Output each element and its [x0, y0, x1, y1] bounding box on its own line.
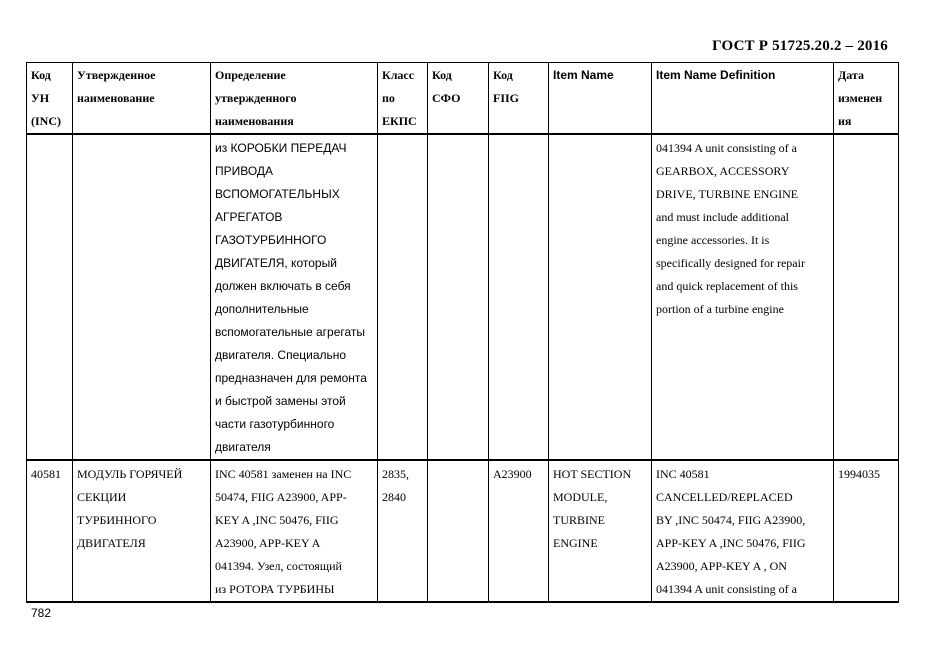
cell-item-definition: INC 40581 CANCELLED/REPLACED BY ,INC 50474, FIIG A23900, APP-KEY A ,INC 50476, FIIG A23900, APP-KEY A , ON 041394 A unit consisting of a [652, 460, 834, 602]
cell-definition: INC 40581 заменен на INC 50474, FIIG A23900, APP- KEY A ,INC 50476, FIIG A23900, APP-KEY A 041394. Узел, состоящий из РОТОРА ТУРБИНЫ [211, 460, 378, 602]
cell-ekps: 2835, 2840 [378, 460, 428, 602]
header-change-date: Дата изменен ия [834, 63, 899, 135]
nomenclature-table [26, 62, 899, 603]
cell-sfo [428, 134, 489, 460]
header-item-name-definition: Item Name Definition [652, 63, 834, 135]
cell-fiig: A23900 [489, 460, 549, 602]
cell-definition: из КОРОБКИ ПЕРЕДАЧ ПРИВОДА ВСПОМОГАТЕЛЬНЫХ АГРЕГАТОВ ГАЗОТУРБИННОГО ДВИГАТЕЛЯ, который должен включать в себя дополнительные вспомогательные агрегаты двигателя. Специально предназначен для ремонта и быстрой замены этой части газотурбинного двигателя [211, 134, 378, 460]
table-header-row [27, 63, 899, 135]
table-row [27, 134, 899, 460]
cell-fiig [489, 134, 549, 460]
cell-approved-name [73, 134, 211, 460]
cell-sfo [428, 460, 489, 602]
cell-item-name [549, 134, 652, 460]
header-definition: Определение утвержденного наименования [211, 63, 378, 135]
page-number: 782 [31, 606, 52, 620]
cell-item-definition: 041394 A unit consisting of a GEARBOX, ACCESSORY DRIVE, TURBINE ENGINE and must include additional engine accessories. It is specifically designed for repair and quick replacement of this portion of a turbine engine [652, 134, 834, 460]
cell-item-name: HOT SECTION MODULE, TURBINE ENGINE [549, 460, 652, 602]
cell-approved-name: МОДУЛЬ ГОРЯЧЕЙ СЕКЦИИ ТУРБИННОГО ДВИГАТЕЛЯ [73, 460, 211, 602]
cell-inc [27, 134, 73, 460]
cell-inc: 40581 [27, 460, 73, 602]
header-ekps-class: Класс по ЕКПС [378, 63, 428, 135]
cell-date [834, 134, 899, 460]
cell-ekps [378, 134, 428, 460]
header-fiig-code: Код FIIG [489, 63, 549, 135]
table-row [27, 460, 899, 602]
cell-date: 1994035 [834, 460, 899, 602]
document-standard-header: ГОСТ Р 51725.20.2 – 2016 [712, 38, 888, 54]
header-approved-name: Утвержденное наименование [73, 63, 211, 135]
header-inc-code: Код УН (INC) [27, 63, 73, 135]
header-item-name: Item Name [549, 63, 652, 135]
header-sfo-code: Код СФО [428, 63, 489, 135]
